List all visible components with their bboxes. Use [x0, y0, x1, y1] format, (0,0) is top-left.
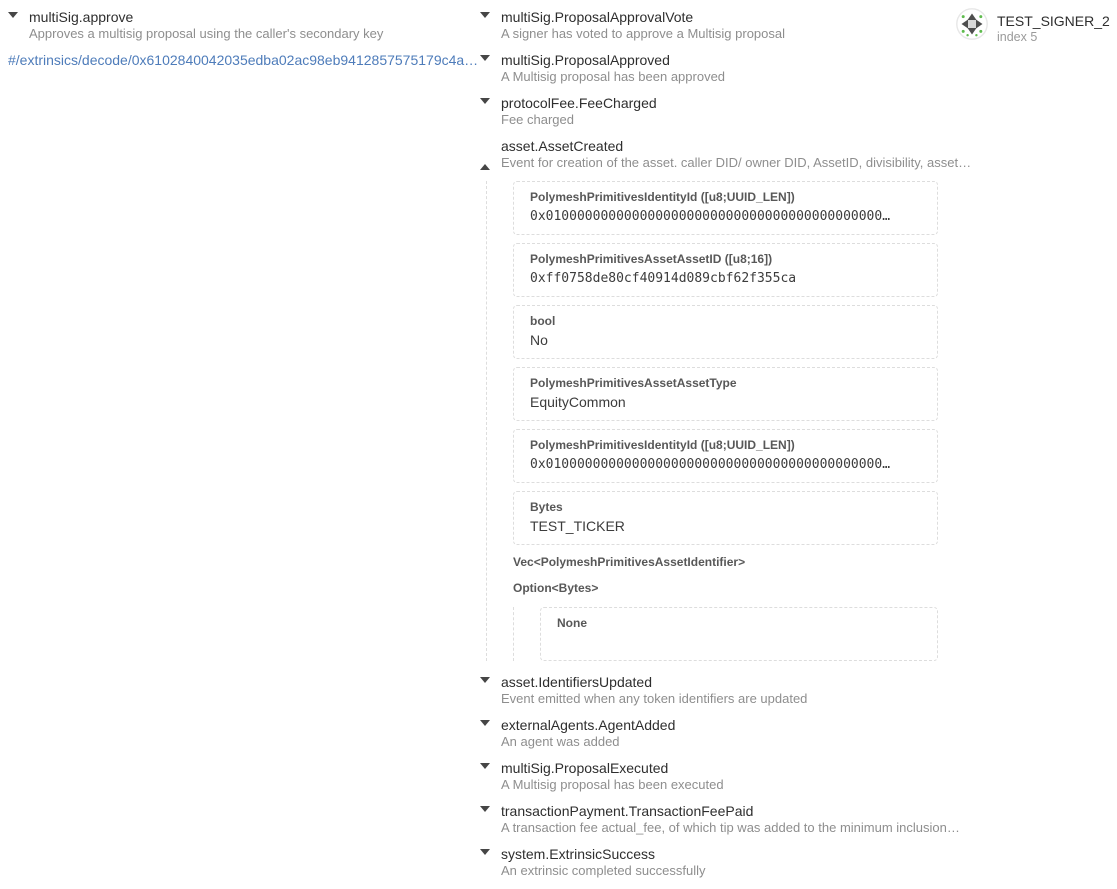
- event-name: asset.AssetCreated: [501, 138, 624, 154]
- param-type-label: PolymeshPrimitivesAssetAssetType: [530, 376, 737, 390]
- event-params: [486, 181, 938, 661]
- event-row[interactable]: [480, 9, 938, 41]
- event-name: externalAgents.AgentAdded: [501, 717, 676, 733]
- chevron-down-icon[interactable]: [480, 95, 491, 122]
- event-text: [501, 9, 785, 41]
- event-description: An extrinsic completed successfully: [501, 863, 706, 878]
- extrinsic-decode-link[interactable]: #/extrinsics/decode/0x6102840042035edba02ac98eb9412857575179c4a…: [8, 52, 479, 68]
- param-type-label: bool: [530, 314, 556, 328]
- param-value: TEST_TICKER: [530, 518, 625, 534]
- nested-params: [513, 607, 938, 661]
- event-text: [501, 95, 657, 127]
- events-list: [480, 9, 972, 889]
- event-description: Fee charged: [501, 112, 574, 127]
- param-box: [513, 491, 938, 545]
- param-type-label: PolymeshPrimitivesIdentityId ([u8;UUID_LEN]): [530, 438, 795, 452]
- event-description: An agent was added: [501, 734, 620, 749]
- chevron-down-icon[interactable]: [480, 803, 491, 830]
- chevron-down-icon[interactable]: [480, 717, 491, 744]
- signer-name: TEST_SIGNER_2: [997, 13, 1110, 29]
- event-text: [501, 138, 972, 170]
- param-box: [513, 181, 938, 235]
- param-type-label: Option<Bytes>: [513, 581, 599, 595]
- chevron-up-icon[interactable]: [480, 138, 491, 165]
- extrinsic-name: multiSig.approve: [29, 9, 134, 25]
- event-name: system.ExtrinsicSuccess: [501, 846, 656, 862]
- event-description: A signer has voted to approve a Multisig proposal: [501, 26, 786, 41]
- param-type-label: Bytes: [530, 500, 563, 514]
- param-value: 0x0100000000000000000000000000000000000000000…: [530, 209, 891, 224]
- event-row[interactable]: [480, 717, 938, 749]
- param-value: EquityCommon: [530, 394, 626, 410]
- event-name: transactionPayment.TransactionFeePaid: [501, 803, 754, 819]
- param-value: No: [530, 332, 548, 348]
- event-description: A Multisig proposal has been executed: [501, 777, 724, 792]
- event-text: [501, 717, 675, 749]
- event-row[interactable]: [480, 674, 938, 706]
- param-box: [513, 367, 938, 421]
- event-text: [501, 760, 724, 792]
- param-value: 0x0100000000000000000000000000000000000000000…: [530, 457, 891, 472]
- event-row[interactable]: [480, 803, 960, 835]
- event-name: multiSig.ProposalApprovalVote: [501, 9, 694, 25]
- signer-index: index 5: [997, 30, 1038, 44]
- event-name: asset.IdentifiersUpdated: [501, 674, 652, 690]
- signer-column: [956, 8, 1116, 45]
- param-box: [540, 607, 938, 661]
- extrinsic-description: Approves a multisig proposal using the caller's secondary key: [29, 26, 384, 41]
- param-type-label: None: [557, 616, 587, 630]
- chevron-down-icon[interactable]: [480, 674, 491, 701]
- param-type-label: PolymeshPrimitivesAssetAssetID ([u8;16]): [530, 252, 773, 266]
- param-value: 0xff0758de80cf40914d089cbf62f355ca: [530, 271, 797, 286]
- event-text: [501, 674, 807, 706]
- param-type-label: PolymeshPrimitivesIdentityId ([u8;UUID_LEN]): [530, 190, 795, 204]
- event-description: Event for creation of the asset. caller DID/ owner DID, AssetID, divisibility, asset…: [501, 155, 972, 170]
- param-box: [513, 429, 938, 483]
- event-text: [501, 52, 725, 84]
- event-row[interactable]: [480, 138, 972, 170]
- event-text: [501, 846, 705, 878]
- event-name: protocolFee.FeeCharged: [501, 95, 657, 111]
- event-row[interactable]: [480, 95, 938, 127]
- chevron-down-icon[interactable]: [8, 9, 19, 36]
- event-row[interactable]: [480, 760, 938, 792]
- event-name: multiSig.ProposalApproved: [501, 52, 670, 68]
- param-box: [513, 243, 938, 297]
- extrinsic-text: [29, 9, 383, 41]
- extrinsic-column: [8, 9, 479, 69]
- chevron-down-icon[interactable]: [480, 846, 491, 873]
- event-description: A transaction fee actual_fee, of which tip was added to the minimum inclusion…: [501, 820, 960, 835]
- event-description: A Multisig proposal has been approved: [501, 69, 726, 84]
- chevron-down-icon[interactable]: [480, 52, 491, 79]
- event-text: [501, 803, 960, 835]
- event-name: multiSig.ProposalExecuted: [501, 760, 669, 776]
- signer-text: [997, 8, 1110, 45]
- event-row[interactable]: [480, 846, 938, 878]
- param-box: [513, 305, 938, 359]
- chevron-down-icon[interactable]: [480, 760, 491, 787]
- param-type-label: Vec<PolymeshPrimitivesAssetIdentifier>: [513, 555, 746, 569]
- param-value: [557, 634, 921, 651]
- extrinsic-row[interactable]: [8, 9, 470, 41]
- event-row[interactable]: [480, 52, 938, 84]
- signer-identicon[interactable]: [956, 8, 988, 40]
- event-description: Event emitted when any token identifiers are updated: [501, 691, 808, 706]
- chevron-down-icon[interactable]: [480, 9, 491, 36]
